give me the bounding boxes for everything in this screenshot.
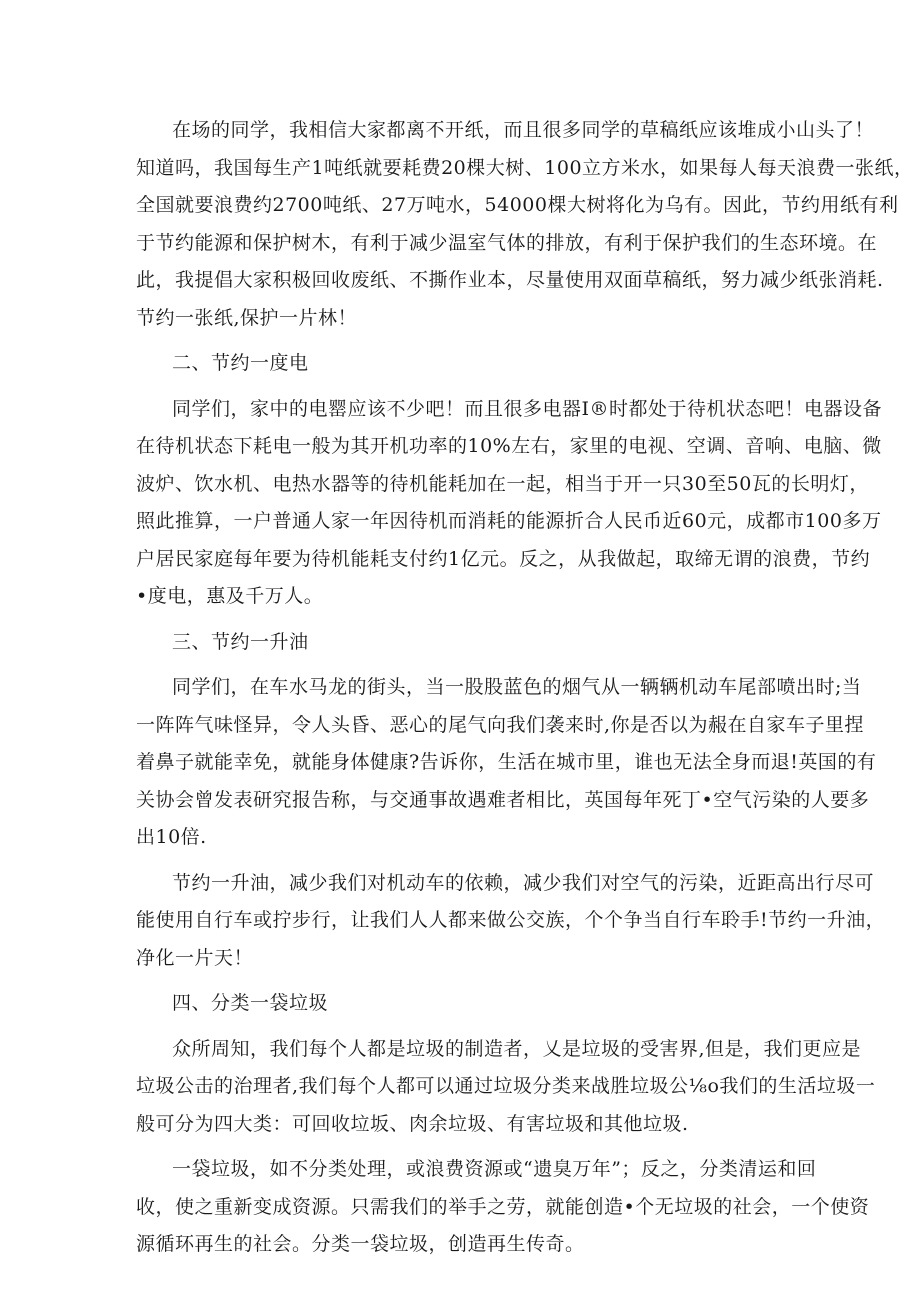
paragraph-line: 出10倍. [136, 826, 207, 848]
document-body [136, 112, 914, 1264]
paragraph-line: 同学们，家中的电罂应该不少吧！而且很多电器I®时都处于待机状态吧！电器设备 [172, 397, 883, 420]
paragraph-line: 知道吗，我国每生产1吨纸就要耗费20棵大树、100立方米水，如果每人每天浪费一张纸， [136, 156, 914, 179]
paragraph-line: 关协会曾发表研究报告称，与交通事故遇难者相比，英国每年死丁•空气污染的人要多 [136, 788, 870, 811]
section-heading: 二、节约一度电 [172, 352, 309, 374]
section-heading: 四、分类一袋垃圾 [172, 992, 329, 1014]
paragraph-line: 能使用自行车或拧步行，让我们人人都来做公交族，个个争当自行车聆手!节约一升油， [136, 909, 886, 931]
paragraph-line: 此，我提倡大家积极回收废纸、不撕作业本，尽量使用双面草稿纸，努力减少纸张消耗. [136, 269, 884, 291]
paragraph-line: 净化一片天！ [136, 946, 254, 969]
paragraph-line: 在场的同学，我相信大家都离不开纸，而且很多同学的草稿纸应该堆成小山头了！ [172, 119, 875, 141]
paragraph-line: •度电，惠及千万人。 [136, 585, 324, 607]
paragraph-line: 照此推算，一户普通人家一年因待机而消耗的能源折合人民币近60元，成都市100多万 [136, 510, 882, 532]
section-heading: 三、节约一升油 [172, 630, 309, 653]
paragraph-line: 节约一升油，减少我们对机动车的依赖，减少我们对空气的污染，近距高出行尽可 [172, 871, 875, 894]
paragraph-line: 于节约能源和保护树木，有利于减少温室气体的排放，有利于保护我们的生态环境。在 [136, 231, 878, 254]
paragraph-line: 同学们，在车水马龙的街头，当一股股蓝色的烟气从一辆辆机动车尾部喷出时;当 [172, 676, 862, 698]
paragraph-line: 在待机状态下耗电一般为其开机功率的10%左右，家里的电视、空调、音响、电脑、微 [136, 435, 882, 457]
paragraph-line: 源循环再生的社会。分类一袋垃圾，创造再生传奇。 [136, 1233, 585, 1255]
paragraph-line: 收，使之重新变成资源。只需我们的举手之劳，就能创造•个无垃圾的社会，一个使资 [136, 1195, 870, 1218]
paragraph-line: 着鼻子就能幸免，就能身体健康?告诉你，生活在城市里，谁也无法全身而退!英国的有 [136, 751, 877, 773]
paragraph-line: 一袋垃圾，如不分类处理，或浪费资源或“遗臭万年”；反之，分类清运和回 [172, 1158, 817, 1180]
paragraph-line: 一阵阵气味怪异，令人头昏、恶心的尾气向我们袭来时,你是否以为赧在自家车子里捏 [136, 713, 865, 736]
paragraph-line: 众所周知，我们每个人都是垃圾的制造者，乂是垃圾的受害界,但是，我们更应是 [172, 1037, 862, 1060]
paragraph-line: 户居民家庭每年要为待机能耗支付约1亿元。反之，从我做起，取缔无谓的浪费，节约 [136, 547, 871, 570]
paragraph-line: 节约一张纸,保护一片林！ [136, 306, 358, 329]
paragraph-line: 全国就要浪费约2700吨纸、27万吨水，54000棵大树将化为乌有。因此，节约用纸有利 [136, 194, 899, 216]
paragraph-line: 垃圾公击的治理者,我们每个人都可以通过垃圾分类来战胜垃圾公⅛o我们的生活垃圾一 [136, 1075, 876, 1097]
paragraph-line: 般可分为四大类：可回收垃坂、肉余垃圾、有害垃圾和其他垃圾. [136, 1112, 689, 1135]
paragraph-line: 波炉、饮水机、电热水器等的待机能耗加在一起，相当于开一只30至50瓦的长明灯， [136, 472, 869, 495]
